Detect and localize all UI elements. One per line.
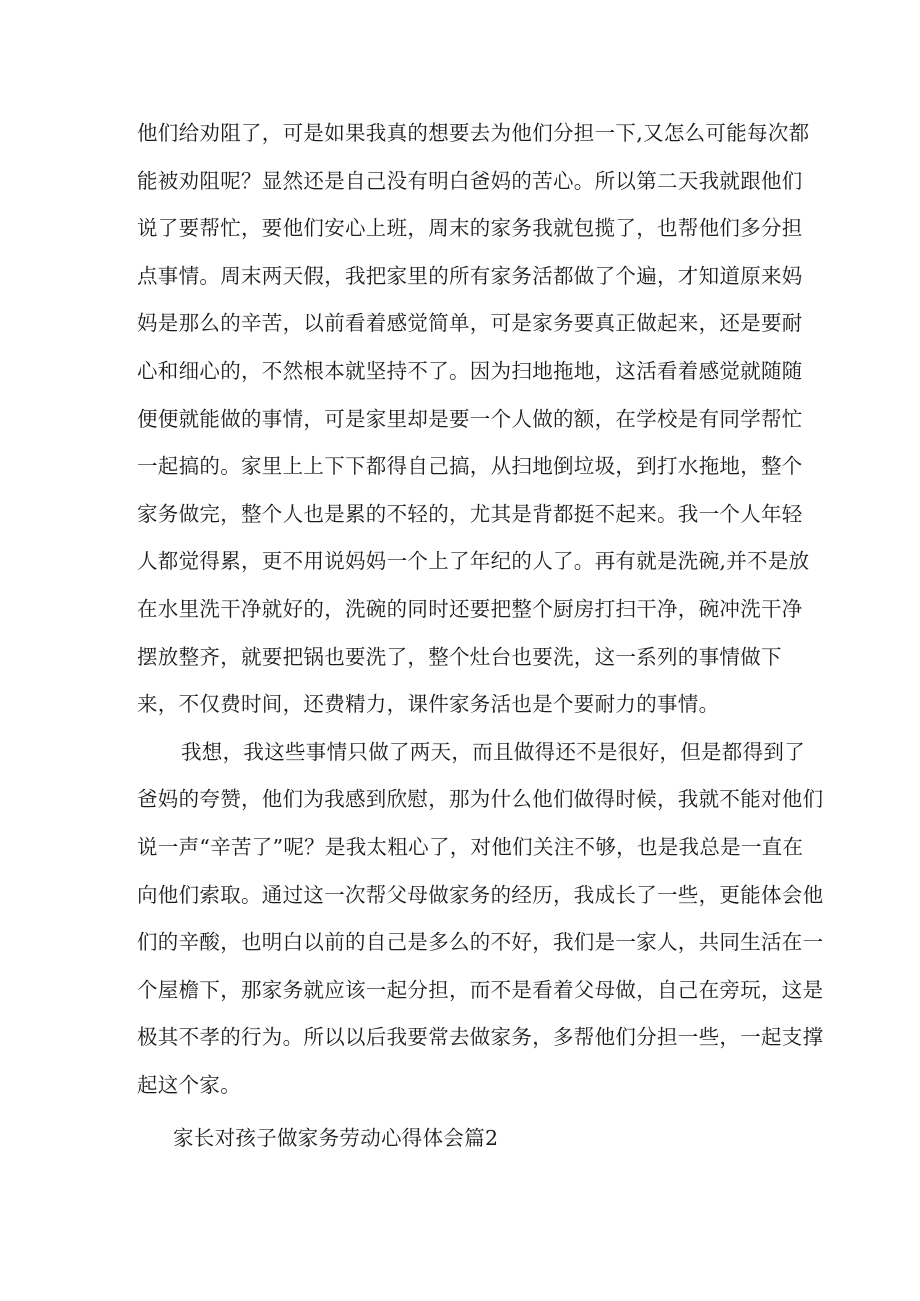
text-line: 他们给劝阻了，可是如果我真的想要去为他们分担一下,又怎么可能每次都 (137, 121, 810, 145)
text-line: 来，不仅费时间，还费精力，课件家务活也是个要耐力的事情。 (137, 692, 720, 717)
text-line: 便便就能做的事情，可是家里却是要一个人做的额，在学校是有同学帮忙 (137, 406, 803, 431)
text-line: 向他们索取。通过这一次帮父母做家务的经历，我成长了一些，更能体会他 (137, 882, 824, 907)
text-line: 说了要帮忙，要他们安心上班，周末的家务我就包揽了，也帮他们多分担 (137, 216, 803, 241)
text-line: 极其不孝的行为。所以以后我要常去做家务，多帮他们分担一些，一起支撑 (137, 1025, 824, 1050)
text-line: 摆放整齐，就要把锅也要洗了，整个灶台也要洗，这一系列的事情做下 (137, 644, 782, 669)
text-line: 心和细心的，不然根本就坚持不了。因为扫地拖地，这活看着感觉就随随 (137, 358, 803, 383)
text-line: 能被劝阻呢？显然还是自己没有明白爸妈的苦心。所以第二天我就跟他们 (137, 168, 803, 193)
text-line: 妈是那么的辛苦，以前看着感觉简单，可是家务要真正做起来，还是要耐 (137, 311, 803, 336)
text-line: 爸妈的夸赞，他们为我感到欣慰，那为什么他们做得时候，我就不能对他们 (137, 787, 824, 812)
text-line: 一起搞的。家里上上下下都得自己搞，从扫地倒垃圾，到打水拖地，整个 (137, 454, 803, 479)
section-heading: 家长对孩子做家务劳动心得体会篇2 (173, 1126, 499, 1151)
document-page (137, 110, 824, 1163)
text-line: 起这个家。 (137, 1072, 241, 1097)
text-line: 说一声“辛苦了”呢？是我太粗心了，对他们关注不够，也是我总是一直在 (137, 834, 804, 859)
body-paragraph (137, 729, 824, 1110)
text-line: 点事情。周末两天假，我把家里的所有家务活都做了个遍，才知道原来妈 (137, 263, 803, 288)
text-line: 家务做完，整个人也是累的不轻的，尤其是背都挺不起来。我一个人年轻 (137, 501, 803, 526)
text-line: 人都觉得累，更不用说妈妈一个上了年纪的人了。再有就是洗碗,并不是放 (137, 549, 810, 574)
text-line: 个屋檐下，那家务就应该一起分担，而不是看着父母做，自己在旁玩，这是 (137, 977, 824, 1002)
body-paragraph (137, 110, 810, 729)
text-line: 在水里洗干净就好的，洗碗的同时还要把整个厨房打扫干净，碗冲洗干净 (137, 596, 803, 621)
text-line: 我想，我这些事情只做了两天，而且做得还不是很好，但是都得到了 (181, 739, 805, 764)
text-line: 们的辛酸，也明白以前的自己是多么的不好，我们是一家人，共同生活在一 (137, 930, 824, 955)
